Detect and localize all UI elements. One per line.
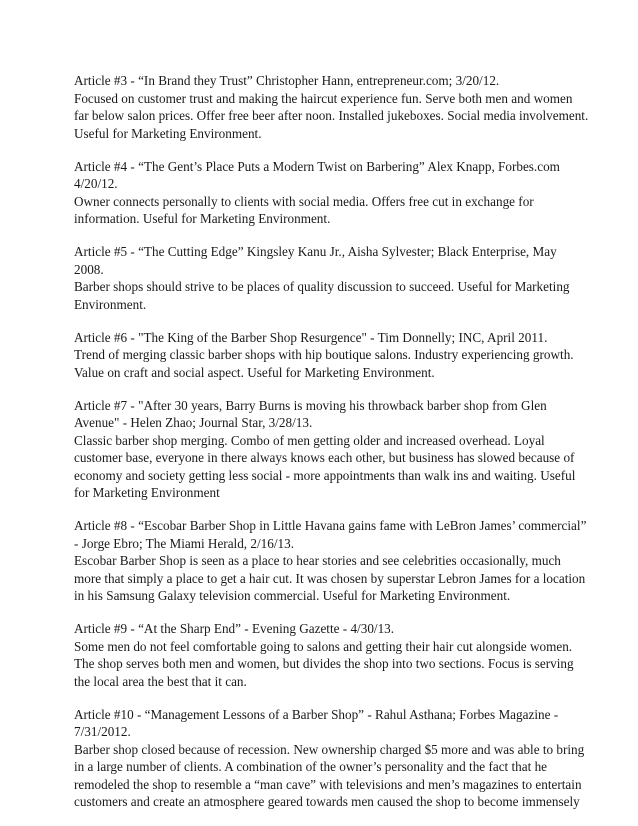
- article-citation: Avenue" - Helen Zhao; Journal Star, 3/28/13.: [74, 415, 313, 430]
- article-text-line: Some men do not feel comfortable going to salons and getting their hair cut alongside women.: [74, 638, 573, 654]
- article-text-line: Value on craft and social aspect. Useful for Marketing Environment.: [74, 364, 435, 380]
- article-text-line: Barber shops should strive to be places of quality discussion to succeed. Useful for Marketing: [74, 279, 570, 294]
- article-citation: Article #7 - "After 30 years, Barry Burns is moving his throwback barber shop from Glen: [74, 397, 547, 413]
- article-text-line: in his Samsung Galaxy television commercial. Useful for Marketing Environment.: [74, 588, 511, 603]
- article-text-line: Classic barber shop merging. Combo of men getting older and increased overhead. Loyal: [74, 432, 545, 448]
- article-citation: Article #4 - “The Gent’s Place Puts a Modern Twist on Barbering” Alex Knapp, Forbes.com: [74, 158, 560, 174]
- article-citation: Article #5 - “The Cutting Edge” Kingsley Kanu Jr., Aisha Sylvester; Black Enterprise, May: [74, 244, 557, 259]
- article-text-line: Barber shop closed because of recession. New ownership charged $5 more and was able to bring: [74, 741, 585, 757]
- article-text-line: Escobar Barber Shop is seen as a place to hear stories and see celebrities occasionally, much: [74, 553, 561, 568]
- article-entry: [74, 158, 574, 228]
- article-text-line: far below salon prices. Offer free beer after noon. Installed jukeboxes. Social media involvement.: [74, 108, 589, 123]
- article-citation: Article #6 - "The King of the Barber Shop Resurgence" - Tim Donnelly; INC, April 2011.: [74, 329, 548, 345]
- article-citation: Article #3 - “In Brand they Trust” Christopher Hann, entrepreneur.com; 3/20/12.: [74, 73, 500, 88]
- article-citation: 4/20/12.: [74, 176, 118, 191]
- article-text-line: Trend of merging classic barber shops with hip boutique salons. Industry experiencing growth.: [74, 347, 574, 362]
- article-citation: Article #8 - “Escobar Barber Shop in Little Havana gains fame with LeBron James’ commercial”: [74, 518, 587, 533]
- article-entry: [74, 620, 574, 690]
- article-entry: [74, 517, 587, 605]
- article-text-line: customers and create an atmosphere geared towards men caused the shop to become immensely: [74, 794, 580, 809]
- article-text-line: Owner connects personally to clients with social media. Offers free cut in exchange for: [74, 193, 534, 209]
- article-text-line: customer base, everyone in there always knows each other, but business has slowed because of: [74, 450, 575, 465]
- document-page: [74, 72, 589, 826]
- article-citation: 7/31/2012.: [74, 724, 131, 739]
- article-entry: [74, 243, 574, 313]
- article-text-line: economy and society getting less social - more appointments than walk ins and waiting. Useful: [74, 467, 576, 483]
- article-text-line: information. Useful for Marketing Environment.: [74, 211, 331, 226]
- article-text-line: in a large number of clients. A combination of the owner’s personality and the fact that he: [74, 759, 548, 774]
- article-text-line: for Marketing Environment: [74, 485, 220, 500]
- article-text-line: Environment.: [74, 296, 147, 312]
- article-text-line: The shop serves both men and women, but divides the shop into two sections. Focus is serving: [74, 656, 574, 671]
- article-citation: - Jorge Ebro; The Miami Herald, 2/16/13.: [74, 535, 294, 551]
- article-citation: Article #9 - “At the Sharp End” - Evening Gazette - 4/30/13.: [74, 621, 395, 636]
- article-text-line: the local area the best that it can.: [74, 673, 247, 689]
- article-citation: Article #10 - “Management Lessons of a Barber Shop” - Rahul Asthana; Forbes Magazine -: [74, 706, 559, 722]
- article-entry: [74, 329, 574, 382]
- article-citation: 2008.: [74, 261, 104, 277]
- article-text-line: Focused on customer trust and making the haircut experience fun. Serve both men and women: [74, 90, 573, 106]
- article-text-line: more that simply a place to get a hair cut. It was chosen by superstar Lebron James for a location: [74, 570, 586, 586]
- article-entry: [74, 72, 589, 142]
- article-text-line: remodeled the shop to resemble a “man cave” with televisions and men’s magazines to entertain: [74, 776, 582, 792]
- article-entry: [74, 706, 585, 811]
- article-entry: [74, 397, 574, 502]
- article-text-line: Useful for Marketing Environment.: [74, 125, 262, 141]
